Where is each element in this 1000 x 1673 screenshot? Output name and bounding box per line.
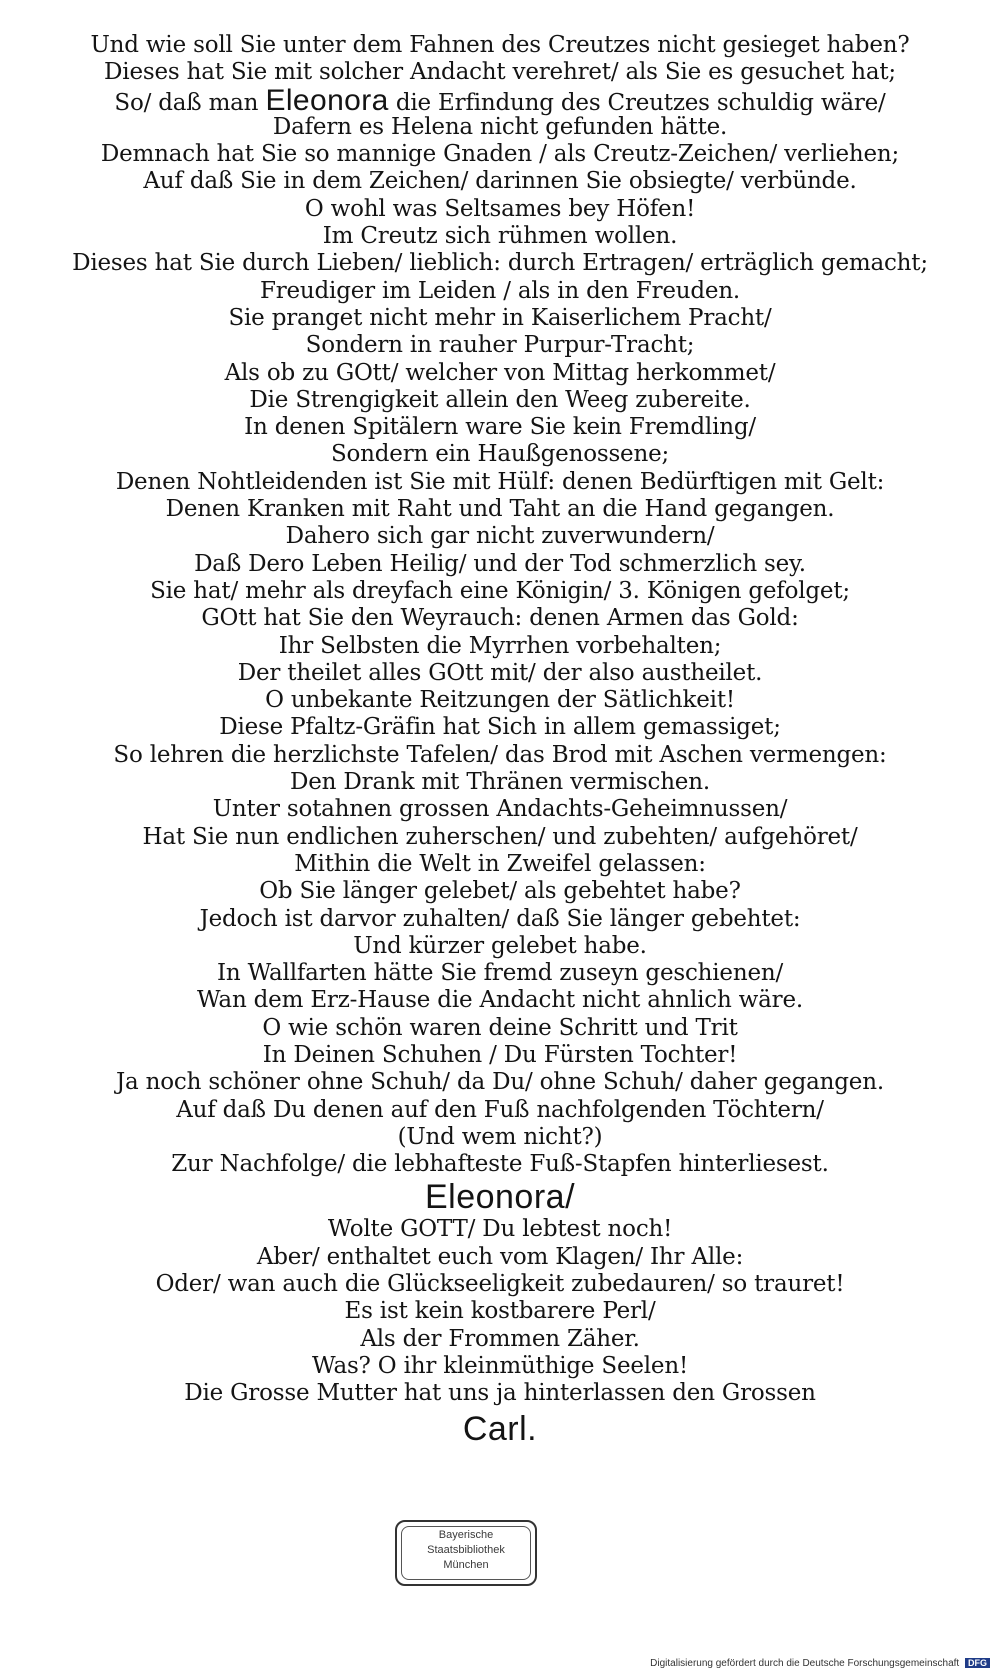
poem-line: O wie schön waren deine Schritt und Trit xyxy=(262,1014,738,1041)
poem-line: (Und wem nicht?) xyxy=(397,1123,603,1150)
poem-text xyxy=(60,32,940,1448)
dfg-logo-icon: DFG xyxy=(965,1658,990,1668)
poem-line: Den Drank mit Thränen vermischen. xyxy=(290,769,710,796)
poem-line: Dieses hat Sie durch Lieben/ lieblich: durch Ertragen/ erträglich gemacht; xyxy=(72,250,928,277)
stamp-line: Bayerische xyxy=(438,1529,494,1541)
poem-line: Als ob zu GOtt/ welcher von Mittag herkommet/ xyxy=(224,359,776,386)
poem-line: Hat Sie nun endlichen zuherschen/ und zubehten/ aufgehöret/ xyxy=(142,823,858,850)
poem-line: Die Strengigkeit allein den Weeg zubereite. xyxy=(249,386,751,413)
poem-line: Auf daß Du denen auf den Fuß nachfolgenden Töchtern/ xyxy=(176,1096,824,1123)
library-stamp xyxy=(395,1520,537,1586)
document-page xyxy=(60,32,940,1448)
name-eleonora-inline: Eleonora xyxy=(265,83,389,117)
name-carl: Carl. xyxy=(462,1409,538,1448)
poem-line: Jedoch ist darvor zuhalten/ daß Sie länger gebehtet: xyxy=(199,905,801,932)
poem-line: Was? O ihr kleinmüthige Seelen! xyxy=(312,1352,688,1379)
poem-line: Ja noch schöner ohne Schuh/ da Du/ ohne Schuh/ daher gegangen. xyxy=(116,1069,884,1096)
poem-line: So lehren die herzlichste Tafelen/ das Brod mit Aschen vermengen: xyxy=(113,741,887,768)
poem-line: Zur Nachfolge/ die lebhafteste Fuß-Stapfen hinterliesest. xyxy=(171,1151,829,1178)
poem-line: Dahero sich gar nicht zuverwundern/ xyxy=(285,523,715,550)
digitization-footer xyxy=(650,1658,990,1669)
poem-line: Sie pranget nicht mehr in Kaiserlichem Pracht/ xyxy=(228,304,772,331)
poem-line: Demnach hat Sie so mannige Gnaden / als Creutz-Zeichen/ verliehen; xyxy=(100,141,900,168)
stamp-line: München xyxy=(443,1559,489,1571)
poem-line: In Deinen Schuhen / Du Fürsten Tochter! xyxy=(262,1041,738,1068)
poem-line: Mithin die Welt in Zweifel gelassen: xyxy=(294,850,706,877)
poem-line: Die Grosse Mutter hat uns ja hinterlassen den Grossen xyxy=(184,1380,816,1407)
poem-line-part: die Erfindung des Creutzes schuldig wäre/ xyxy=(395,89,886,116)
poem-line: Dafern es Helena nicht gefunden hätte. xyxy=(272,113,728,140)
poem-line: Und kürzer gelebet habe. xyxy=(353,932,647,959)
poem-line: Der theilet alles GOtt mit/ der also austheilet. xyxy=(237,659,763,686)
poem-line: Auf daß Sie in dem Zeichen/ darinnen Sie obsiegte/ verbünde. xyxy=(143,168,857,195)
poem-line: Daß Dero Leben Heilig/ und der Tod schmerzlich sey. xyxy=(194,550,806,577)
poem-line: Freudiger im Leiden / als in den Freuden. xyxy=(259,277,741,304)
poem-line xyxy=(60,83,940,117)
poem-line: Aber/ enthaltet euch vom Klagen/ Ihr Alle: xyxy=(256,1243,744,1270)
poem-line: Als der Frommen Zäher. xyxy=(360,1325,640,1352)
poem-line: Sie hat/ mehr als dreyfach eine Königin/ 3. Königen gefolget; xyxy=(150,577,850,604)
poem-line: Und wie soll Sie unter dem Fahnen des Creutzes nicht gesieget haben? xyxy=(90,32,910,58)
stamp-line: Staatsbibliothek xyxy=(427,1544,505,1556)
poem-line: Diese Pfaltz-Gräfin hat Sich in allem gemassiget; xyxy=(219,714,781,741)
poem-line: Ob Sie länger gelebet/ als gebehtet habe? xyxy=(259,878,741,905)
poem-line: Sondern in rauher Purpur-Tracht; xyxy=(305,332,695,359)
poem-line-part: So/ daß man xyxy=(114,89,259,116)
poem-line: Denen Nohtleidenden ist Sie mit Hülf: denen Bedürftigen mit Gelt: xyxy=(115,468,885,495)
poem-line: In Wallfarten hätte Sie fremd zuseyn geschienen/ xyxy=(216,960,784,987)
footer-text: Digitalisierung gefördert durch die Deutsche Forschungsgemeinschaft xyxy=(650,1658,960,1669)
poem-line: Es ist kein kostbarere Perl/ xyxy=(344,1298,656,1325)
name-eleonora-heading: Eleonora/ xyxy=(424,1178,576,1217)
poem-line: In denen Spitälern ware Sie kein Fremdling/ xyxy=(244,414,756,441)
poem-line: Unter sotahnen grossen Andachts-Geheimnussen/ xyxy=(212,796,788,823)
poem-line: Sondern ein Haußgenossene; xyxy=(330,441,670,468)
poem-line: Wan dem Erz-Hause die Andacht nicht ahnlich wäre. xyxy=(196,987,803,1014)
poem-line: O wohl was Seltsames bey Höfen! xyxy=(304,195,696,222)
poem-line: Denen Kranken mit Raht und Taht an die Hand gegangen. xyxy=(165,496,835,523)
poem-line: GOtt hat Sie den Weyrauch: denen Armen das Gold: xyxy=(201,605,799,632)
poem-line: Wolte GOTT/ Du lebtest noch! xyxy=(327,1216,673,1243)
poem-line: Ihr Selbsten die Myrrhen vorbehalten; xyxy=(278,632,722,659)
poem-line: O unbekante Reitzungen der Sätlichkeit! xyxy=(265,687,735,714)
poem-line: Oder/ wan auch die Glückseeligkeit zubedauren/ so trauret! xyxy=(155,1271,845,1298)
poem-line: Dieses hat Sie mit solcher Andacht verehret/ als Sie es gesuchet hat; xyxy=(104,59,896,86)
poem-line: Im Creutz sich rühmen wollen. xyxy=(322,223,678,250)
